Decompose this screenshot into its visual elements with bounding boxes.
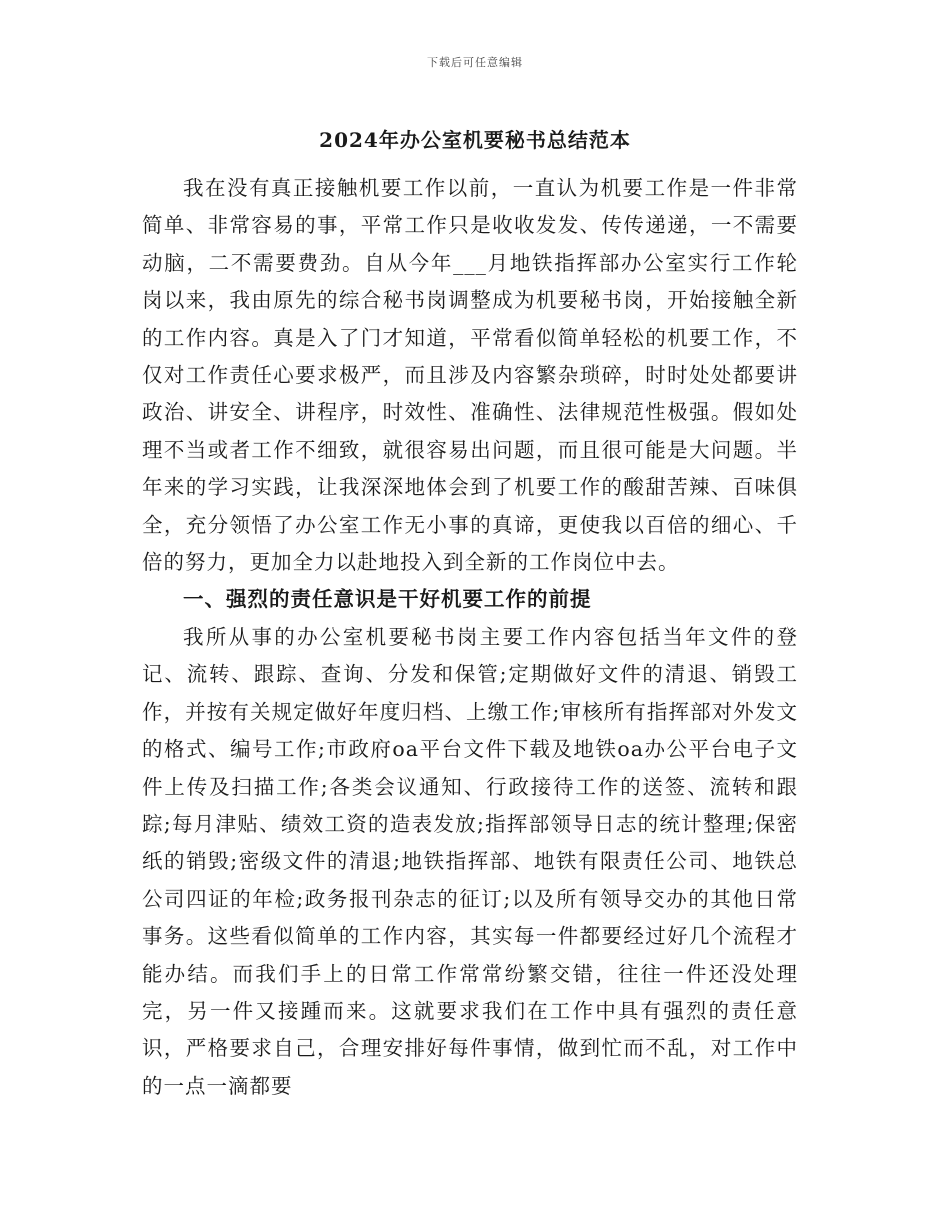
- document-body: [142, 170, 798, 1105]
- paragraph-intro: 我在没有真正接触机要工作以前，一直认为机要工作是一件非常简单、非常容易的事，平常工作只是收收发发、传传递递，一不需要动脑，二不需要费劲。自从今年___月地铁指挥部办公室实行工作轮岗以来，我由原先的综合秘书岗调整成为机要秘书岗，开始接触全新的工作内容。真是入了门才知道，平常看似简单轻松的机要工作，不仅对工作责任心要求极严，而且涉及内容繁杂琐碎，时时处处都要讲政治、讲安全、讲程序，时效性、准确性、法律规范性极强。假如处理不当或者工作不细致，就很容易出问题，而且很可能是大问题。半年来的学习实践，让我深深地体会到了机要工作的酸甜苦辣、百味俱全，充分领悟了办公室工作无小事的真谛，更使我以百倍的细心、千倍的努力，更加全力以赴地投入到全新的工作岗位中去。: [142, 176, 798, 575]
- header-note: 下载后可任意编辑: [427, 56, 523, 69]
- document-title: 2024年办公室机要秘书总结范本: [319, 128, 631, 152]
- section-heading: 一、强烈的责任意识是干好机要工作的前提: [183, 587, 592, 612]
- paragraph-section-1: 我所从事的办公室机要秘书岗主要工作内容包括当年文件的登记、流转、跟踪、查询、分发和保管;定期做好文件的清退、销毁工作，并按有关规定做好年度归档、上缴工作;审核所有指挥部对外发文的格式、编号工作;市政府oa平台文件下载及地铁oa办公平台电子文件上传及扫描工作;各类会议通知、行政接待工作的送签、流转和跟踪;每月津贴、绩效工资的造表发放;指挥部领导日志的统计整理;保密纸的销毁;密级文件的清退;地铁指挥部、地铁有限责任公司、地铁总公司四证的年检;政务报刊杂志的征订;以及所有领导交办的其他日常事务。这些看似简单的工作内容，其实每一件都要经过好几个流程才能办结。而我们手上的日常工作常常纷繁交错，往往一件还没处理完，另一件又接踵而来。这就要求我们在工作中具有强烈的责任意识，严格要求自己，合理安排好每件事情，做到忙而不乱，对工作中的一点一滴都要: [142, 624, 798, 1098]
